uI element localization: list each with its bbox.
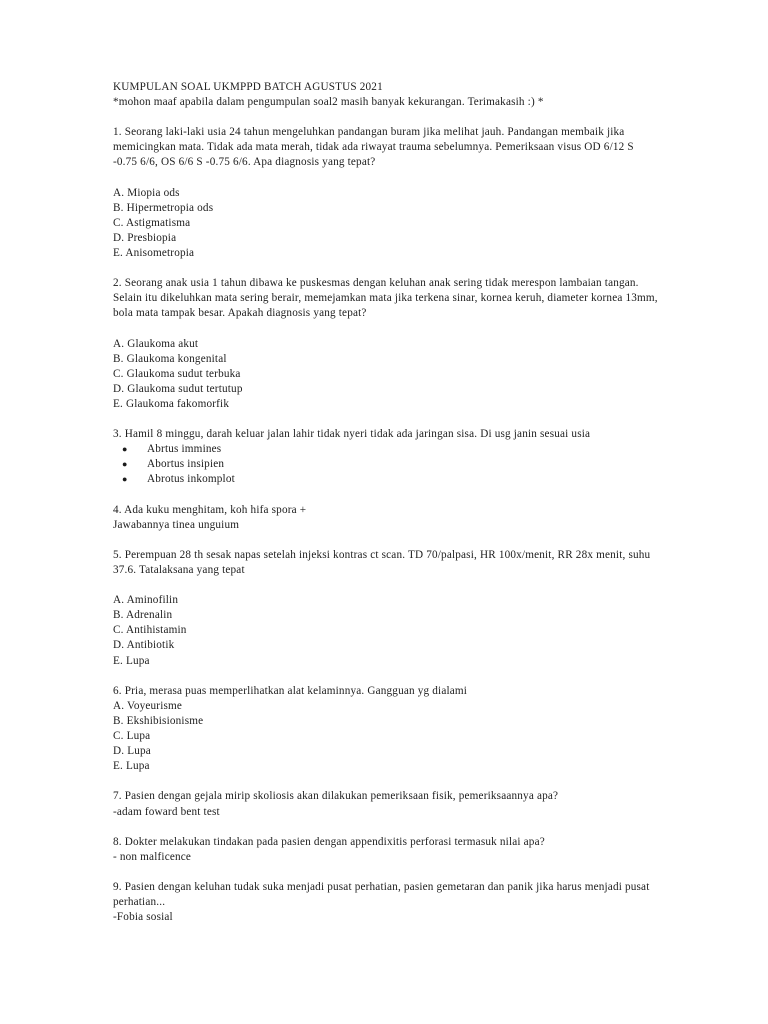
option-label: B. Glaukoma kongenital [113, 352, 227, 365]
option-label: A. Voyeurisme [113, 699, 183, 712]
option-bullet-row [113, 442, 658, 457]
option-label: E. Glaukoma fakomorfik [113, 397, 230, 410]
paragraph-spacer [113, 261, 658, 276]
option-label: E. Lupa [113, 654, 150, 667]
question-stem: 3. Hamil 8 minggu, darah keluar jalan lahir tidak nyeri tidak ada jaringan sisa. Di usg janin sesuai usia [113, 428, 591, 441]
option-bullet-row [113, 457, 658, 472]
paragraph-spacer [113, 774, 658, 789]
options-spacer [113, 171, 658, 186]
paragraph-spacer [113, 820, 658, 835]
paragraph-spacer [113, 669, 658, 684]
paragraph-spacer [113, 865, 658, 880]
question-stem: 5. Perempuan 28 th sesak napas setelah injeksi kontras ct scan. TD 70/palpasi, HR 100x/menit, RR 28x menit, suhu 37.6. Tatalaksana yang tepat [113, 548, 654, 576]
answer-line: -adam foward bent test [113, 805, 220, 818]
option-label: B. Hipermetropia ods [113, 201, 214, 214]
option-label: C. Glaukoma sudut terbuka [113, 367, 241, 380]
question-list [113, 110, 661, 925]
option-label: D. Lupa [113, 745, 151, 758]
option-label: D. Presbiopia [113, 231, 177, 244]
question-stem: 8. Dokter melakukan tindakan pada pasien dengan appendixitis perforasi termasuk nilai apa? [113, 835, 545, 848]
option-label: C. Astigmatisma [113, 216, 191, 229]
question-stem: 1. Seorang laki-laki usia 24 tahun mengeluhkan pandangan buram jika melihat jauh. Pandangan membaik jika memicingkan mata. Tidak ada mata merah, tidak ada riwayat trauma sebelumnya. Pemeriksaan visus OD 6/12 S -0.75 6/6, OS 6/6 S -0.75 6/6. Apa diagnosis yang tepat? [113, 126, 637, 169]
option-label: D. Glaukoma sudut tertutup [113, 382, 243, 395]
option-label: C. Antihistamin [113, 624, 187, 637]
question-stem: 9. Pasien dengan keluhan tudak suka menjadi pusat perhatian, pasien gemetaran dan panik jika harus menjadi pusat perhatian... [113, 880, 653, 909]
option-bullet-row [113, 472, 658, 487]
option-label: A. Miopia ods [113, 186, 180, 199]
question-stem: 7. Pasien dengan gejala mirip skoliosis akan dilakukan pemeriksaan fisik, pemeriksaannya apa? [113, 790, 559, 803]
answer-line: - non malficence [113, 850, 192, 863]
document-header [113, 80, 658, 110]
option-label: C. Lupa [113, 730, 151, 743]
paragraph-spacer [113, 412, 658, 427]
question-stem: 2. Seorang anak usia 1 tahun dibawa ke puskesmas dengan keluhan anak sering tidak merespon lambaian tangan. Selain itu dikeluhkan mata sering berair, memejamkan mata jika terkena sinar, kornea keruh, diameter kornea 13mm, bola mata tampak besar. Apakah diagnosis yang tepat? [113, 277, 661, 320]
paragraph-spacer [113, 488, 658, 503]
option-label: A. Aminofilin [113, 594, 179, 607]
option-label: Abortus insipien [147, 458, 225, 471]
option-label: B. Ekshibisionisme [113, 714, 204, 727]
bullet-icon: ● [122, 444, 128, 455]
option-label: B. Adrenalin [113, 609, 173, 622]
option-label: Abrotus inkomplot [147, 473, 235, 486]
document-page [113, 80, 661, 925]
option-label: E. Lupa [113, 760, 150, 773]
paragraph-spacer [113, 533, 658, 548]
bullet-icon: ● [122, 459, 128, 470]
answer-line: -Fobia sosial [113, 911, 173, 924]
question-stem: 4. Ada kuku menghitam, koh hifa spora + [113, 503, 307, 516]
question-stem: 6. Pria, merasa puas memperlihatkan alat kelaminnya. Gangguan yg dialami [113, 684, 468, 697]
answer-line: Jawabannya tinea unguium [113, 518, 240, 531]
document-subtitle: *mohon maaf apabila dalam pengumpulan soal2 masih banyak kekurangan. Terimakasih :) * [113, 96, 544, 109]
option-label: E. Anisometropia [113, 247, 195, 260]
options-spacer [113, 322, 658, 337]
option-label: D. Antibiotik [113, 639, 175, 652]
options-spacer [113, 578, 658, 593]
paragraph-spacer [113, 110, 658, 125]
bullet-icon: ● [122, 474, 128, 485]
option-label: Abrtus immines [147, 443, 222, 456]
document-title: KUMPULAN SOAL UKMPPD BATCH AGUSTUS 2021 [113, 81, 383, 93]
option-label: A. Glaukoma akut [113, 337, 199, 350]
